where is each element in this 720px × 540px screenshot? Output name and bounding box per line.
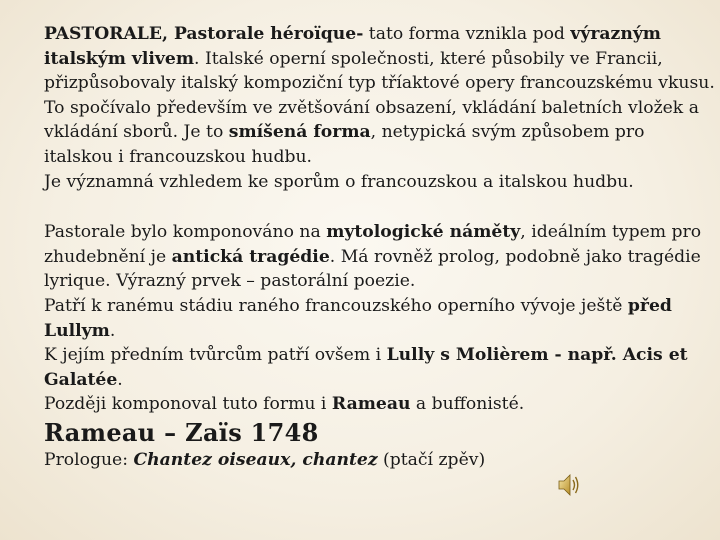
emphasis-mixed-form: smíšená forma [228, 122, 371, 143]
paragraph-before-lully: Patří k ranému stádiu raného francouzského operního vývoje ještě před Lullym. [44, 295, 672, 341]
emphasis-ancient-tragedy: antická tragédie [171, 246, 330, 267]
speaker-icon[interactable] [556, 470, 582, 500]
emphasis-rameau: Rameau [331, 394, 411, 415]
emphasis-italian-influence: výrazným italským vlivem [44, 24, 661, 69]
prologue-line: Prologue: Chantez oiseaux, chantez (ptačí zpěv) [44, 449, 486, 470]
speaker-icon-graphic [556, 470, 582, 500]
emphasis-mythological-themes: mytologické náměty [326, 222, 521, 243]
paragraph-creators: K jejím předním tvůrcům patří ovšem i Lully s Molièrem - např. Acis et Galatée. [44, 345, 688, 390]
paragraph-rameau: Později komponoval tuto formu i Rameau a buffonisté. [44, 394, 525, 415]
prologue-title: Chantez oiseaux, chantez [133, 449, 378, 470]
paragraph-significance: Je významná vzhledem ke sporům o francouzskou a italskou hudbu. [44, 171, 634, 192]
emphasis-before-lully: před Lullym [44, 295, 672, 341]
paragraph-mythology: Pastorale bylo komponováno na mytologické náměty, ideálním typem pro zhudebnění je antická tragédie. Má rovněž prolog, podobně jako tragédie lyrique. Výrazný prvek – pastorální poezie. [44, 222, 702, 292]
term-pastorale: PASTORALE, Pastorale héroïque- [44, 24, 364, 44]
slide-content [44, 22, 716, 473]
paragraph-pastorale-intro: PASTORALE, Pastorale héroïque- tato forma vznikla pod výrazným italským vlivem. Italské operní společnosti, které působily ve Francii, přizpůsobovaly italský kompoziční typ tříaktové opery francouzskému vkusu. To spočívalo především ve zvětšování obsazení, vkládání baletních vložek a vkládání sborů. Je to smíšená forma, netypická svým způsobem pro italskou i francouzskou hudbu. [44, 24, 715, 167]
section-heading: Rameau – Zaïs 1748 [44, 417, 319, 447]
emphasis-lully-moliere: Lully s Molièrem - např. Acis et Galatée [44, 345, 688, 390]
